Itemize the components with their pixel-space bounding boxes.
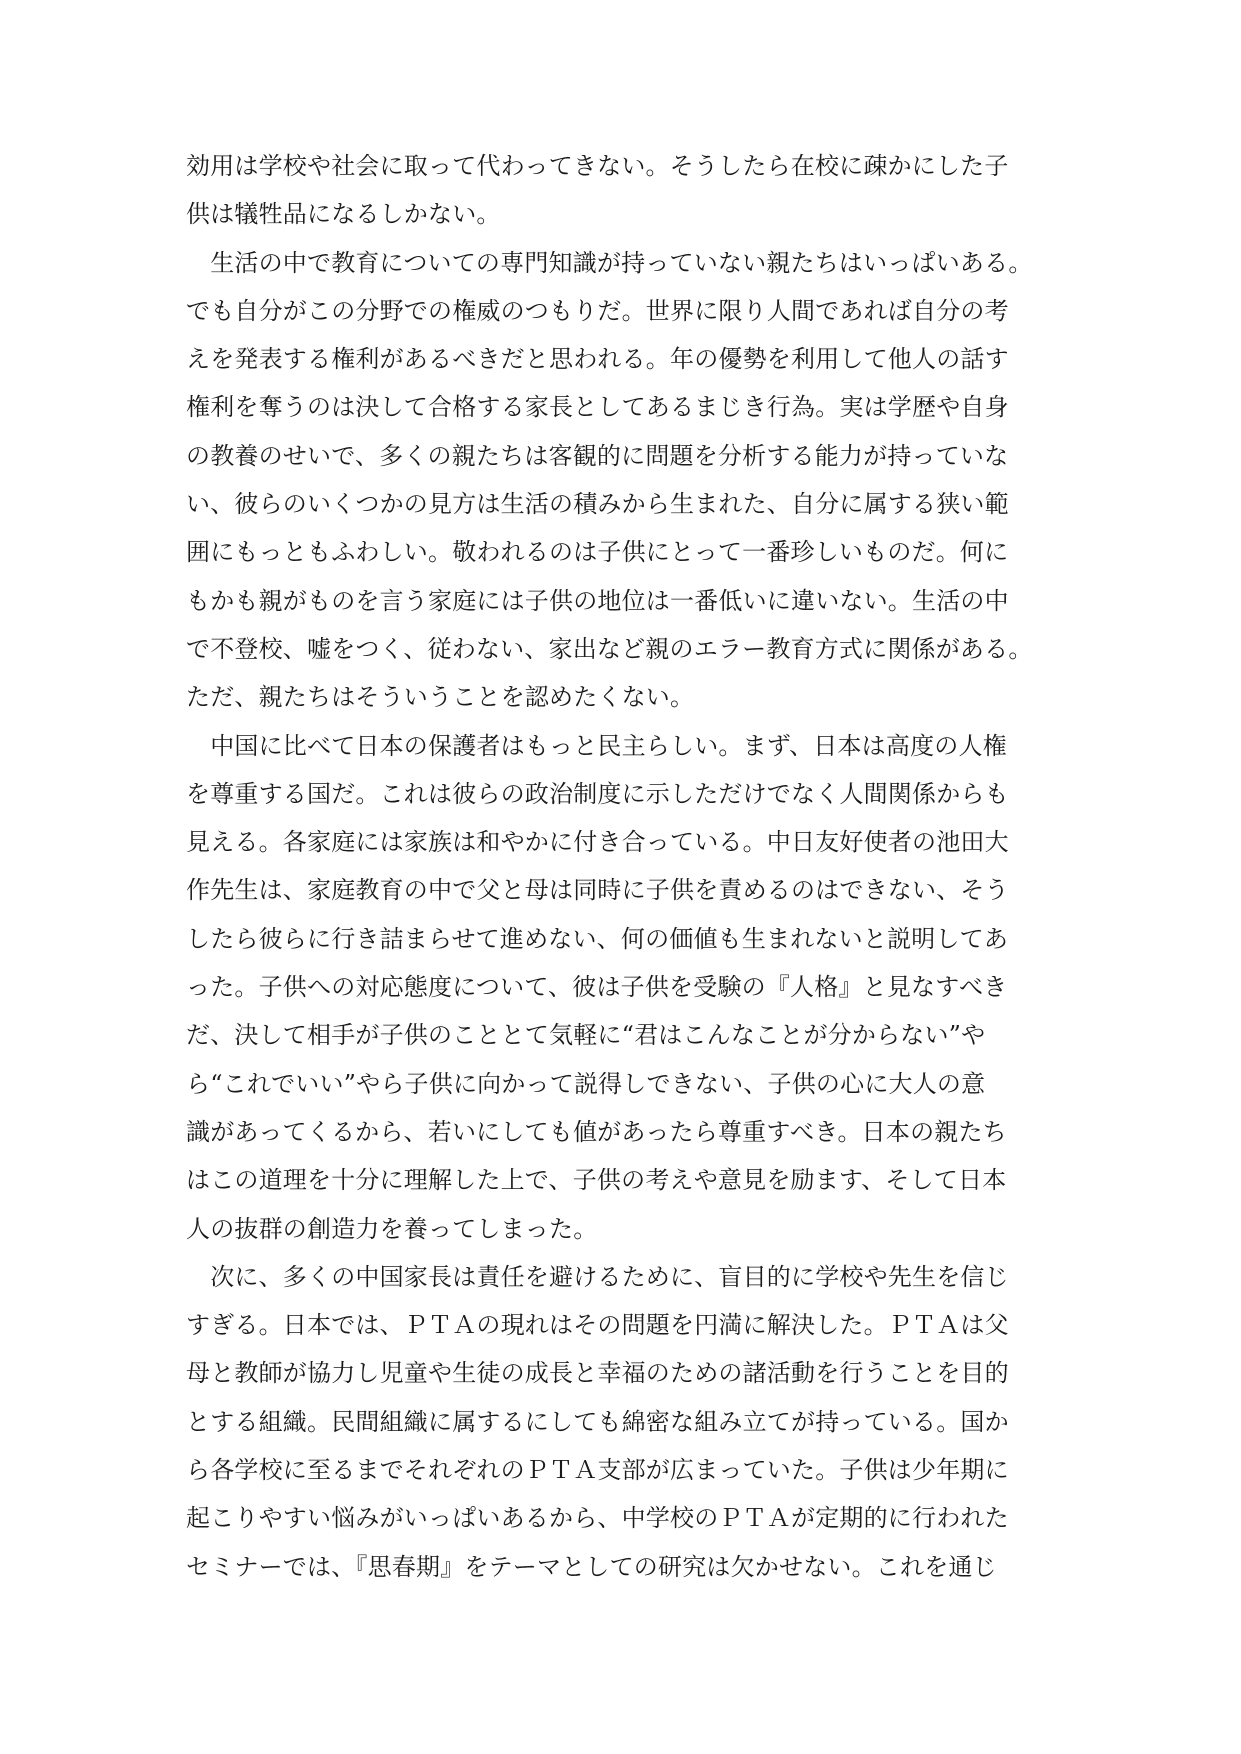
text-line: セミナーでは、『思春期』をテーマとしての研究は欠かせない。これを通じ (186, 1552, 997, 1581)
text-line: 作先生は、家庭教育の中で父と母は同時に子供を責めるのはできない、そう (186, 876, 1009, 905)
text-line: すぎる。日本では、ＰＴＡの現れはその問題を円満に解決した。ＰＴＡは父 (186, 1311, 1009, 1340)
text-line: ら“これでいい”やら子供に向かって説得しできない、子供の心に大人の意 (186, 1069, 986, 1098)
body-text (186, 142, 1086, 1591)
text-line: 母と教師が協力し児童や生徒の成長と幸福のための諸活動を行うことを目的 (186, 1359, 1009, 1388)
text-line: 識があってくるから、若いにしても値があったら尊重すべき。日本の親たち (186, 1117, 1007, 1146)
text-line: ら各学校に至るまでそれぞれのＰＴＡ支部が広まっていた。子供は少年期に (186, 1456, 1009, 1485)
text-line: 見える。各家庭には家族は和やかに付き合っている。中日友好使者の池田大 (186, 828, 1009, 857)
text-line: はこの道理を十分に理解した上で、子供の考えや意見を励ます、そして日本 (186, 1166, 1007, 1195)
text-line: った。子供への対応態度について、彼は子供を受験の『人格』と見なすべき (186, 973, 1008, 1002)
text-line: 供は犠牲品になるしかない。 (186, 200, 501, 229)
text-line: だ、決して相手が子供のこととて気軽に“君はこんなことが分からない”や (186, 1021, 986, 1050)
text-line: 次に、多くの中国家長は責任を避けるために、盲目的に学校や先生を信じ (186, 1262, 1009, 1291)
text-line: えを発表する権利があるべきだと思われる。年の優勢を利用して他人の話す (186, 345, 1009, 374)
text-line: い、彼らのいくつかの見方は生活の積みから生まれた、自分に属する狭い範 (186, 490, 1009, 519)
text-line: 中国に比べて日本の保護者はもっと民主らしい。まず、日本は高度の人権 (186, 731, 1007, 760)
text-line: 生活の中で教育についての専門知識が持っていない親たちはいっぱいある。 (186, 248, 1033, 277)
text-line: 人の抜群の創造力を養ってしまった。 (186, 1214, 598, 1243)
text-line: したら彼らに行き詰まらせて進めない、何の価値も生まれないと説明してあ (186, 924, 1009, 953)
text-line: もかも親がものを言う家庭には子供の地位は一番低いに違いない。生活の中 (186, 586, 1009, 615)
text-line: ただ、親たちはそういうことを認めたくない。 (186, 683, 695, 712)
text-line: とする組織。民間組織に属するにしても綿密な組み立てが持っている。国か (186, 1407, 1009, 1436)
text-line: の教養のせいで、多くの親たちは客観的に問題を分析する能力が持っていな (186, 441, 1009, 470)
text-line: で不登校、嘘をつく、従わない、家出など親のエラー教育方式に関係がある。 (186, 634, 1033, 663)
text-line: でも自分がこの分野での権威のつもりだ。世界に限り人間であれば自分の考 (186, 296, 1009, 325)
text-line: 権利を奪うのは決して合格する家長としてあるまじき行為。実は学歴や自身 (186, 393, 1009, 422)
text-line: を尊重する国だ。これは彼らの政治制度に示しただけでなく人間関係からも (186, 779, 1009, 808)
text-line: 起こりやすい悩みがいっぱいあるから、中学校のＰＴＡが定期的に行われた (186, 1504, 1009, 1533)
text-line: 囲にもっともふわしい。敬われるのは子供にとって一番珍しいものだ。何に (186, 538, 1009, 567)
text-line: 効用は学校や社会に取って代わってきない。そうしたら在校に疎かにした子 (186, 152, 1009, 180)
